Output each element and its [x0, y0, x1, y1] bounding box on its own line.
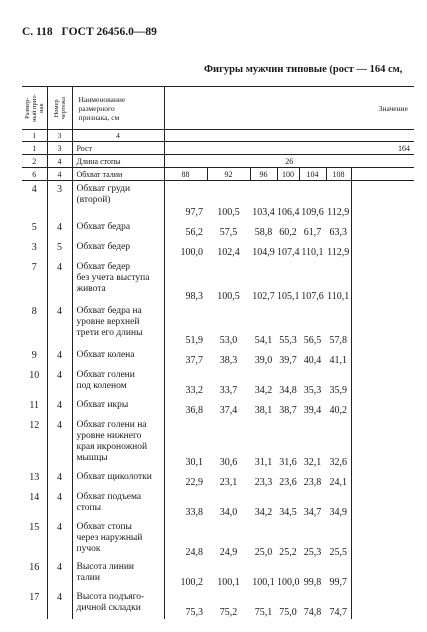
row-value: 38,7 — [279, 404, 297, 416]
row-name: Обхват икры — [72, 397, 164, 417]
row-value: 60,2 — [279, 226, 297, 238]
row-name: Обхват бедер без учета выступа живота — [72, 259, 164, 303]
row-value: 25,3 — [303, 546, 322, 558]
row-value: 39,7 — [279, 354, 297, 366]
waist-row: 6 4 Обхват талии 88 92 96 100 104 108 — [22, 168, 414, 181]
col-num-3: 3 — [47, 130, 72, 142]
row-name: Обхват бедер — [72, 239, 164, 259]
row-name: Обхват бедра — [72, 219, 164, 239]
row-value: 33,8 — [164, 489, 207, 519]
col-index-header: Размер- ный приз- нак — [22, 87, 47, 130]
row-value: 34,2 — [254, 384, 273, 396]
row-value: 23,8 — [303, 476, 322, 488]
row-value: 102,7 — [252, 290, 275, 302]
row-value: 38,1 — [254, 404, 273, 416]
row-value: 74,8 — [303, 606, 322, 618]
row-value: 61,7 — [303, 226, 322, 238]
table-row — [22, 559, 414, 589]
row-value: 32,6 — [329, 456, 347, 468]
table-row — [22, 469, 414, 489]
table-caption: Фигуры мужчин типовые (рост — 164 см, — [204, 64, 403, 75]
row-value: 37,7 — [164, 347, 207, 367]
row-drawing: 4 — [47, 519, 72, 559]
table-row — [22, 239, 414, 259]
table-row — [22, 347, 414, 367]
row-value: 100,5 — [217, 206, 240, 218]
row-value: 103,4 — [252, 206, 275, 218]
row-value: 63,3 — [329, 226, 347, 238]
row-index: 8 — [31, 305, 37, 317]
row-value: 100,0 — [164, 239, 207, 259]
row-value: 100,0 — [277, 576, 300, 588]
row-name: Обхват груди (второй) — [72, 181, 164, 219]
row-value: 56,2 — [164, 219, 207, 239]
col-num-4: 4 — [72, 130, 164, 142]
height-row: 1 3 Рост 164 — [22, 142, 414, 155]
row-name: Обхват голени под коленом — [72, 367, 164, 397]
row-value: 102,4 — [217, 246, 240, 258]
col-value-header: Значение — [164, 87, 414, 130]
table-row — [22, 589, 414, 619]
row-value: 74,7 — [329, 606, 347, 618]
row-value: 36,8 — [164, 397, 207, 417]
row-value: 41,1 — [329, 354, 347, 366]
row-value: 31,1 — [254, 456, 273, 468]
row-name: Высота подъяго- дичной складки — [72, 589, 164, 619]
row-value: 55,3 — [279, 334, 297, 346]
row-name: Обхват щиколотки — [72, 469, 164, 489]
row-drawing: 4 — [47, 397, 72, 417]
row-index: 17 — [29, 591, 40, 603]
table-row — [22, 219, 414, 239]
row-value: 104,9 — [252, 246, 275, 258]
row-value: 100,5 — [217, 290, 240, 302]
row-value: 39,4 — [303, 404, 322, 416]
row-value: 106,4 — [277, 206, 300, 218]
row-value: 23,6 — [279, 476, 297, 488]
row-value: 107,6 — [301, 290, 324, 302]
row-value: 30,1 — [164, 417, 207, 469]
row-value: 110,1 — [301, 246, 324, 258]
row-value: 24,8 — [164, 519, 207, 559]
page-number: С. 118 — [22, 26, 53, 38]
table-row — [22, 181, 414, 219]
row-value: 100,2 — [164, 559, 207, 589]
page-header — [22, 26, 163, 38]
row-index: 15 — [29, 521, 40, 533]
row-value: 58,8 — [254, 226, 273, 238]
row-value: 38,3 — [219, 354, 238, 366]
foot-length-row: 2 4 Длина стопы 26 — [22, 155, 414, 168]
row-value: 34,0 — [219, 506, 238, 518]
row-value: 53,0 — [219, 334, 238, 346]
row-value: 75,1 — [254, 606, 273, 618]
header-row — [22, 87, 414, 130]
row-value: 30,6 — [219, 456, 238, 468]
row-name: Обхват голени на уровне нижнего края икроножной мышцы — [72, 417, 164, 469]
row-value: 51,9 — [164, 303, 207, 347]
row-value: 105,1 — [277, 290, 300, 302]
row-value: 32,1 — [303, 456, 322, 468]
row-value: 100,1 — [217, 576, 240, 588]
row-value: 40,4 — [303, 354, 322, 366]
data-rows — [22, 181, 414, 619]
col-name-header: Наименование размерного признака, см — [72, 87, 164, 130]
row-value: 57,8 — [329, 334, 347, 346]
row-value: 99,7 — [329, 576, 347, 588]
row-value: 75,3 — [164, 589, 207, 619]
row-drawing: 3 — [47, 181, 72, 219]
row-value: 25,0 — [254, 546, 273, 558]
row-name: Обхват стопы через наружный пучок — [72, 519, 164, 559]
row-value: 25,5 — [329, 546, 347, 558]
row-index: 16 — [29, 561, 40, 573]
table-row — [22, 519, 414, 559]
row-index: 4 — [31, 184, 37, 195]
row-value: 40,2 — [329, 404, 347, 416]
row-drawing: 4 — [47, 589, 72, 619]
row-value: 109,6 — [301, 206, 324, 218]
row-drawing: 4 — [47, 367, 72, 397]
table-row — [22, 489, 414, 519]
row-value: 112,9 — [327, 206, 350, 218]
row-index: 13 — [29, 471, 40, 483]
measurement-table — [22, 86, 414, 619]
row-index: 11 — [29, 399, 40, 411]
row-value: 112,9 — [327, 246, 350, 258]
row-value: 23,1 — [219, 476, 238, 488]
col-num-1: 1 — [22, 130, 47, 142]
row-value: 23,3 — [254, 476, 273, 488]
row-value: 34,7 — [303, 506, 322, 518]
row-name: Высота линии талии — [72, 559, 164, 589]
table-row — [22, 259, 414, 303]
row-drawing: 4 — [47, 469, 72, 489]
row-value: 33,2 — [164, 367, 207, 397]
col-drawing-header: Номер чертежа — [47, 87, 72, 130]
row-index: 14 — [29, 491, 40, 503]
row-value: 97,7 — [164, 181, 207, 219]
row-value: 54,1 — [254, 334, 273, 346]
row-drawing: 4 — [47, 347, 72, 367]
row-value: 107,4 — [277, 246, 300, 258]
row-index: 9 — [31, 349, 37, 361]
row-value: 33,7 — [219, 384, 238, 396]
row-value: 22,9 — [164, 469, 207, 489]
row-value: 35,3 — [303, 384, 322, 396]
row-name: Обхват бедра на уровне верхней трети его длины — [72, 303, 164, 347]
column-numbering-row — [22, 130, 414, 142]
row-value: 100,1 — [252, 576, 275, 588]
row-drawing: 4 — [47, 259, 72, 303]
row-value: 25,2 — [279, 546, 297, 558]
row-value: 24,1 — [329, 476, 347, 488]
row-value: 75,2 — [219, 606, 238, 618]
row-value: 34,2 — [254, 506, 273, 518]
row-value: 34,5 — [279, 506, 297, 518]
table-row — [22, 417, 414, 469]
table-row — [22, 397, 414, 417]
row-drawing: 4 — [47, 303, 72, 347]
row-value: 98,3 — [164, 259, 207, 303]
row-value: 31,6 — [279, 456, 297, 468]
row-value: 34,8 — [279, 384, 297, 396]
row-value: 34,9 — [329, 506, 347, 518]
table-row — [22, 303, 414, 347]
row-index: 10 — [29, 369, 40, 381]
row-drawing: 4 — [47, 219, 72, 239]
row-drawing: 5 — [47, 239, 72, 259]
row-drawing: 4 — [47, 559, 72, 589]
row-value: 37,4 — [219, 404, 238, 416]
row-value: 56,5 — [303, 334, 322, 346]
row-value: 35,9 — [329, 384, 347, 396]
row-index: 5 — [31, 221, 37, 233]
row-drawing: 4 — [47, 417, 72, 469]
row-value: 24,9 — [219, 546, 238, 558]
row-value: 39,0 — [254, 354, 273, 366]
row-name: Обхват подъема стопы — [72, 489, 164, 519]
row-name: Обхват колена — [72, 347, 164, 367]
row-drawing: 4 — [47, 489, 72, 519]
row-value: 110,1 — [327, 290, 350, 302]
row-index: 3 — [31, 241, 37, 253]
row-value: 99,8 — [303, 576, 322, 588]
row-index: 12 — [29, 419, 40, 431]
table-row — [22, 367, 414, 397]
standard-code: ГОСТ 26456.0—89 — [61, 26, 157, 38]
row-index: 7 — [31, 261, 37, 273]
row-value: 75,0 — [279, 606, 297, 618]
row-value: 57,5 — [219, 226, 238, 238]
